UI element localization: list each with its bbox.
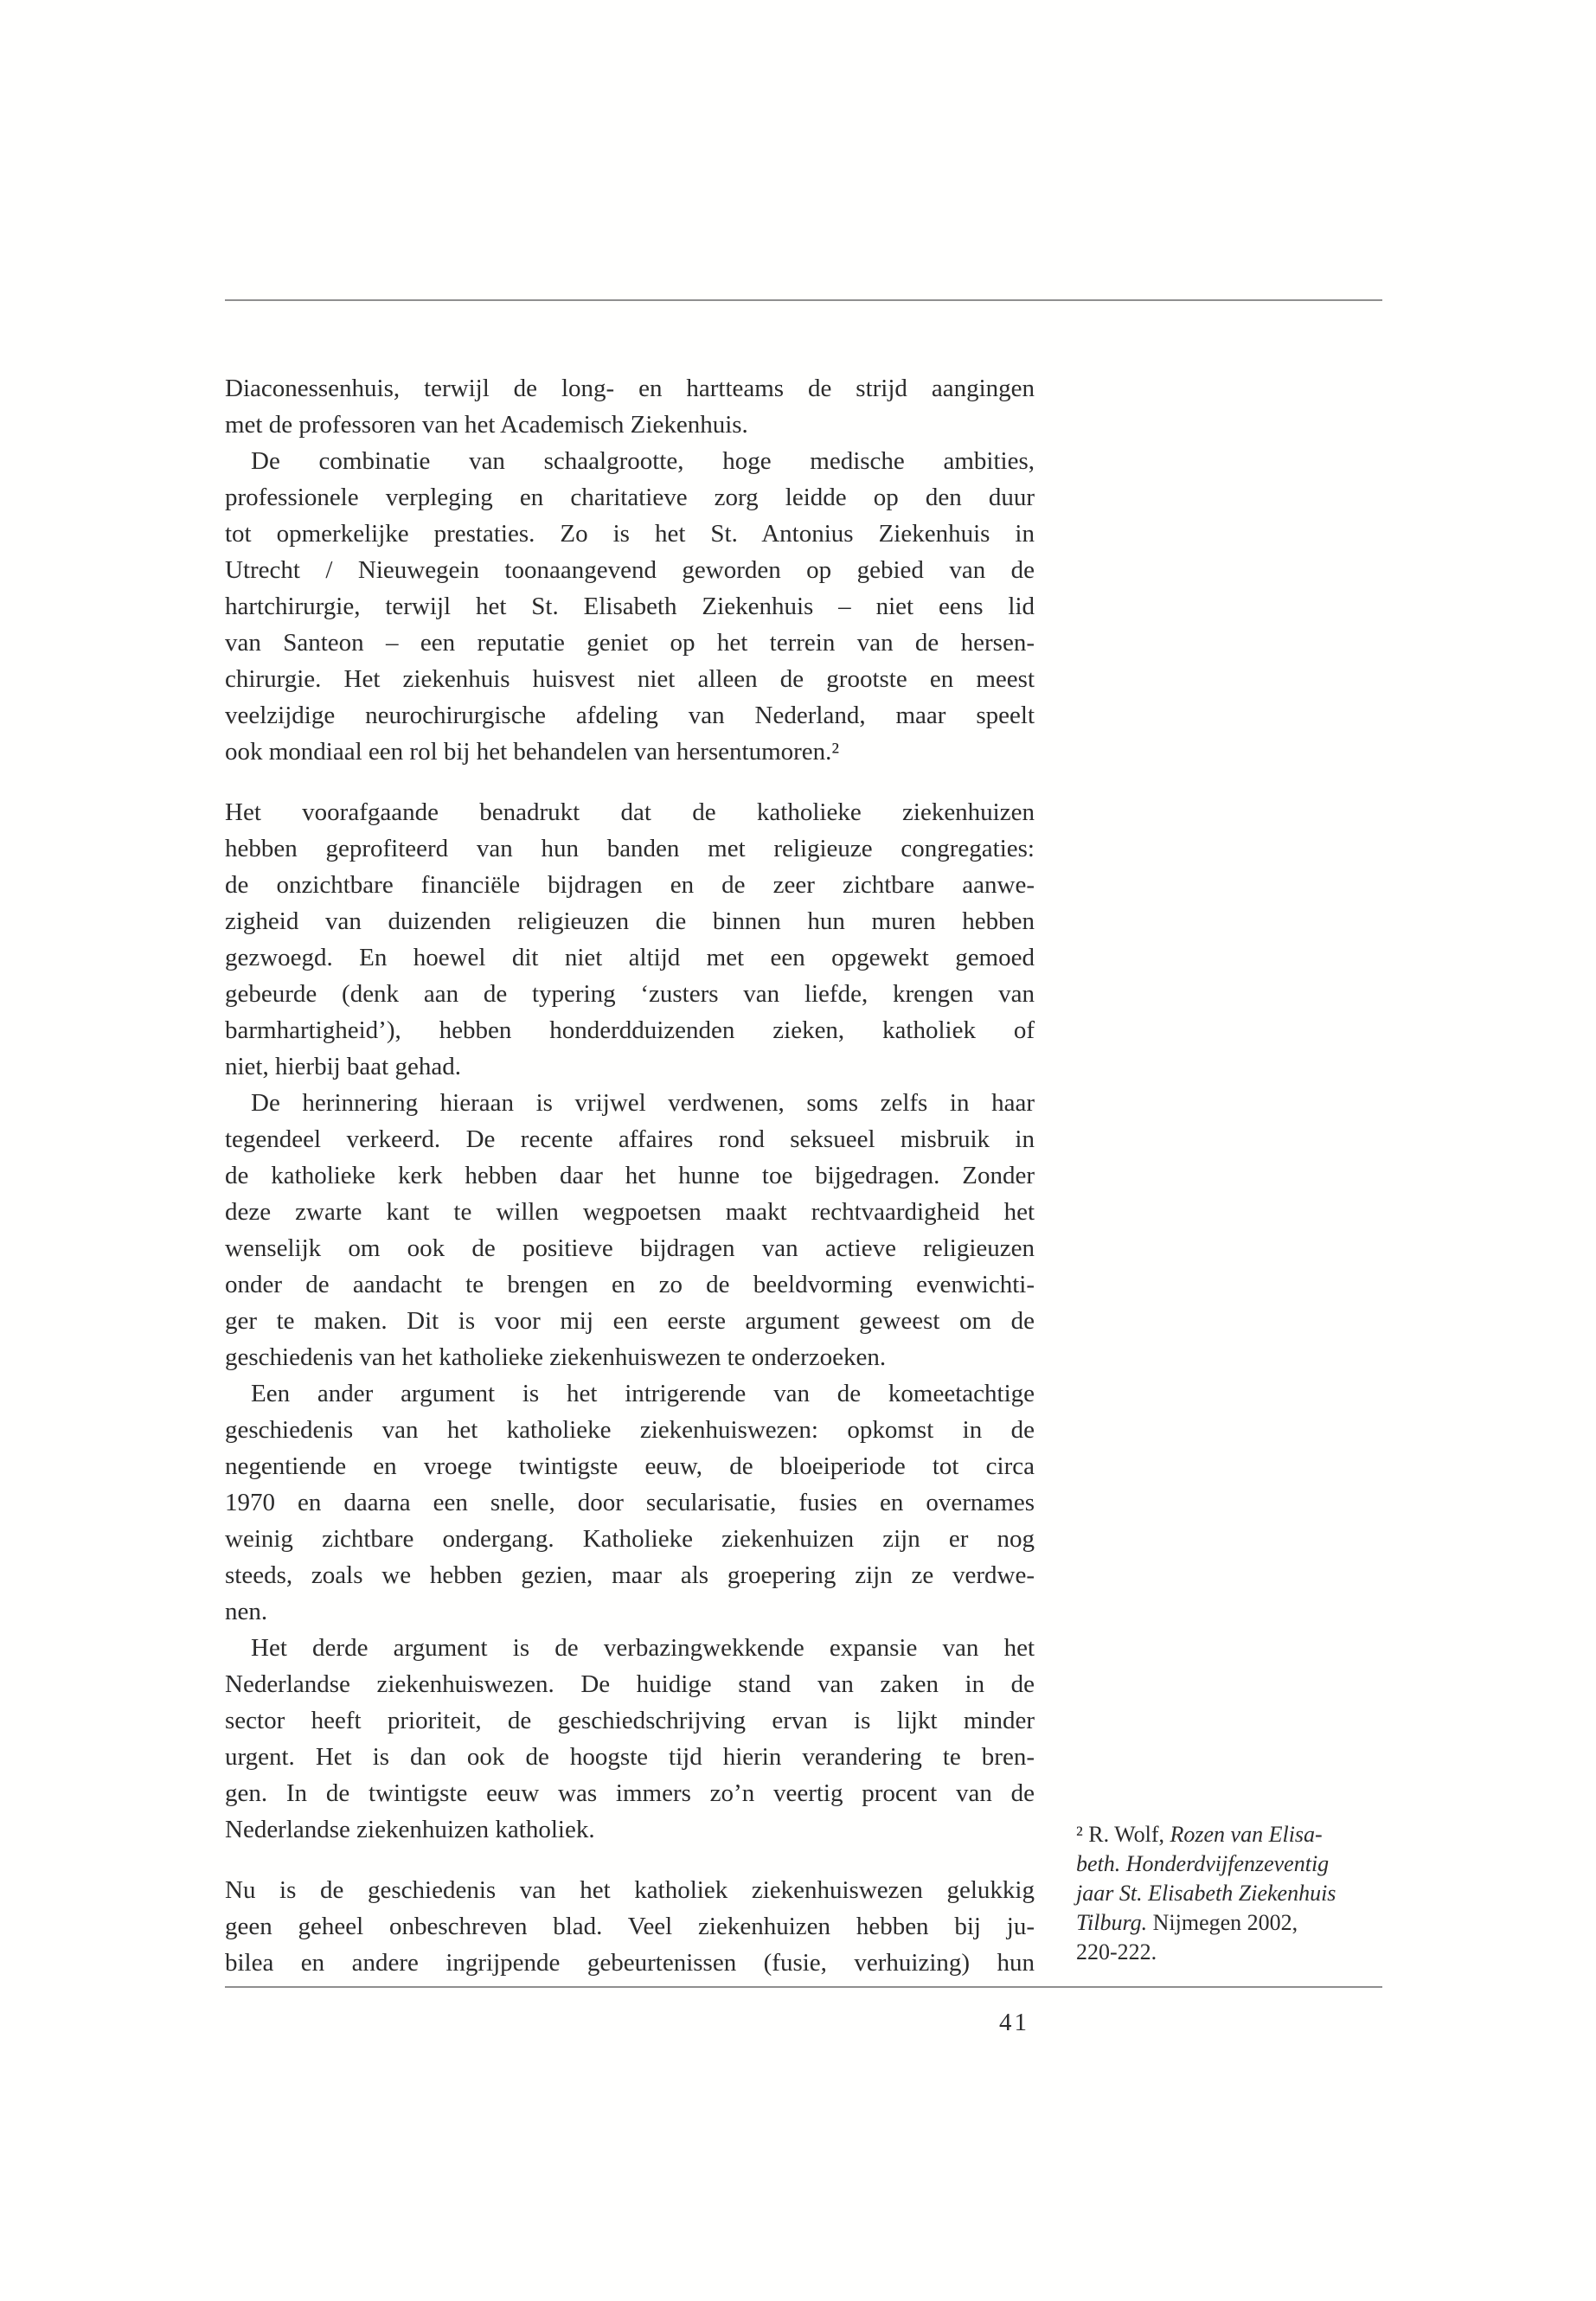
text-line: Nederlandse ziekenhuiswezen. De huidige stand van zaken in de (225, 1670, 1035, 1698)
top-rule (225, 299, 1382, 301)
footnote-title-segment: jaar St. Elisabeth Ziekenhuis (1076, 1881, 1336, 1906)
text-line: wenselijk om ook de positieve bijdragen van actieve religieuzen (225, 1234, 1035, 1262)
text-line: geen geheel onbeschreven blad. Veel ziekenhuizen hebben bij ju- (225, 1913, 1035, 1940)
text-line: de katholieke kerk hebben daar het hunne toe bijgedragen. Zonder (225, 1162, 1035, 1189)
footnote-line (1076, 1908, 1405, 1938)
text-line: hebben geprofiteerd van hun banden met religieuze congregaties: (225, 835, 1035, 862)
text-line: Diaconessenhuis, terwijl de long- en hartteams de strijd aangingen (225, 375, 1035, 402)
text-line: sector heeft prioriteit, de geschiedschrijving ervan is lijkt minder (225, 1707, 1035, 1734)
paragraph (225, 370, 1035, 443)
text-line: tot opmerkelijke prestaties. Zo is het St. Antonius Ziekenhuis in (225, 520, 1035, 548)
text-column (225, 370, 1035, 1981)
text-line: De combinatie van schaalgrootte, hoge medische ambities, (251, 447, 1035, 475)
text-line: ook mondiaal een rol bij het behandelen van hersentumoren.² (225, 738, 840, 766)
footnote-title-segment: Rozen van Elisa- (1170, 1822, 1323, 1847)
footnote-line (1076, 1849, 1405, 1879)
text-line: 1970 en daarna een snelle, door secularisatie, fusies en overnames (225, 1489, 1035, 1516)
text-line: gezwoegd. En hoewel dit niet altijd met een opgewekt gemoed (225, 944, 1035, 971)
text-line: barmhartigheid’), hebben honderdduizenden zieken, katholiek of (225, 1016, 1035, 1044)
footnote-text-segment: Nijmegen 2002, (1147, 1910, 1298, 1935)
footnote-title-segment: beth. Honderdvijfenzeventig (1076, 1851, 1330, 1876)
text-line: Het derde argument is de verbazingwekkende expansie van het (251, 1634, 1035, 1662)
text-line: bilea en andere ingrijpende gebeurtenissen (fusie, verhuizing) hun (225, 1949, 1035, 1977)
text-line: weinig zichtbare ondergang. Katholieke ziekenhuizen zijn er nog (225, 1525, 1035, 1553)
text-line: geschiedenis van het katholieke ziekenhuiswezen: opkomst in de (225, 1416, 1035, 1444)
text-line: geschiedenis van het katholieke ziekenhuiswezen te onderzoeken. (225, 1343, 887, 1371)
text-line: negentiende en vroege twintigste eeuw, de bloeiperiode tot circa (225, 1452, 1035, 1480)
text-line: zigheid van duizenden religieuzen die binnen hun muren hebben (225, 907, 1035, 935)
text-line: Het voorafgaande benadrukt dat de katholieke ziekenhuizen (225, 798, 1035, 826)
paragraph (225, 1085, 1035, 1375)
paragraph (225, 1630, 1035, 1848)
text-line: ger te maken. Dit is voor mij een eerste argument geweest om de (225, 1307, 1035, 1335)
text-line: urgent. Het is dan ook de hoogste tijd hierin verandering te bren- (225, 1743, 1035, 1771)
text-line: gen. In de twintigste eeuw was immers zo’n veertig procent van de (225, 1779, 1035, 1807)
page-number: 41 (999, 2009, 1029, 2036)
footnote (1076, 1820, 1405, 1967)
bottom-rule (225, 1986, 1382, 1988)
text-line: Utrecht / Nieuwegein toonaangevend geworden op gebied van de (225, 556, 1035, 584)
footnote-line (1076, 1938, 1405, 1967)
text-line: veelzijdige neurochirurgische afdeling van Nederland, maar speelt (225, 702, 1035, 729)
text-line: chirurgie. Het ziekenhuis huisvest niet alleen de grootste en meest (225, 665, 1035, 693)
paragraph (225, 1872, 1035, 1981)
text-line: niet, hierbij baat gehad. (225, 1053, 461, 1080)
text-line: onder de aandacht te brengen en zo de beeldvorming evenwichti- (225, 1271, 1035, 1298)
text-line: professionele verpleging en charitatieve zorg leidde op den duur (225, 484, 1035, 511)
text-line: gebeurde (denk aan de typering ‘zusters van liefde, krengen van (225, 980, 1035, 1008)
text-line: De herinnering hieraan is vrijwel verdwenen, soms zelfs in haar (251, 1089, 1035, 1117)
text-line: met de professoren van het Academisch Ziekenhuis. (225, 411, 748, 439)
footnote-text-segment: 220-222. (1076, 1939, 1157, 1965)
text-line: van Santeon – een reputatie geniet op het terrein van de hersen- (225, 629, 1035, 657)
paragraph (225, 443, 1035, 770)
text-line: nen. (225, 1598, 268, 1625)
footnote-line (1076, 1820, 1405, 1849)
footnote-line (1076, 1879, 1405, 1908)
footnote-title-segment: Tilburg. (1076, 1910, 1148, 1935)
text-line: hartchirurgie, terwijl het St. Elisabeth Ziekenhuis – niet eens lid (225, 593, 1035, 620)
text-line: steeds, zoals we hebben gezien, maar als groepering zijn ze verdwe- (225, 1561, 1035, 1589)
text-line: de onzichtbare financiële bijdragen en de zeer zichtbare aanwe- (225, 871, 1035, 899)
footnote-text-segment: ² R. Wolf, (1076, 1822, 1170, 1847)
paragraph (225, 1375, 1035, 1630)
text-line: Nu is de geschiedenis van het katholiek ziekenhuiswezen gelukkig (225, 1876, 1035, 1904)
text-line: Een ander argument is het intrigerende van de komeetachtige (251, 1380, 1035, 1407)
text-line: Nederlandse ziekenhuizen katholiek. (225, 1816, 595, 1843)
paragraph (225, 794, 1035, 1085)
text-line: deze zwarte kant te willen wegpoetsen maakt rechtvaardigheid het (225, 1198, 1035, 1226)
text-line: tegendeel verkeerd. De recente affaires rond seksueel misbruik in (225, 1125, 1035, 1153)
